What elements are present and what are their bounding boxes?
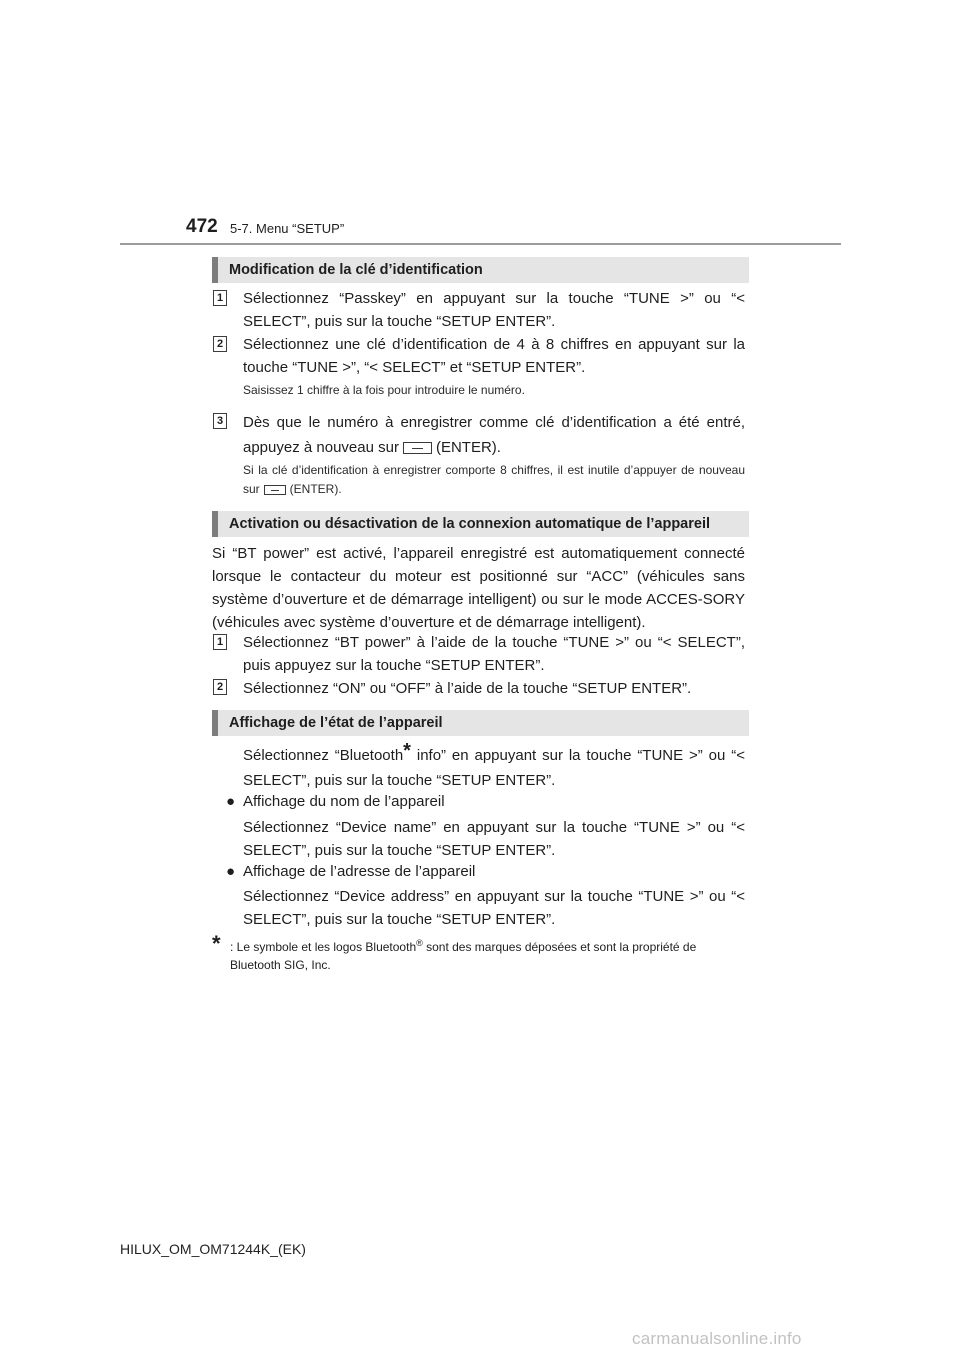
step-2-text: Sélectionnez une clé d’identification de 4 à 8 chiffres en appuyant sur la touche “TUNE >”, “< SELECT” et “SETUP ENTER”.: [243, 336, 745, 376]
footnote-text: [230, 934, 745, 974]
item-2-title: Affichage de l’adresse de l’appareil: [243, 863, 476, 880]
step-number-1: 1: [213, 290, 227, 306]
step-number-3: 3: [213, 413, 227, 429]
heading-auto-connect: Activation ou désactivation de la connexion automatique de l’appareil: [212, 511, 749, 537]
step-number-1b: 1: [213, 634, 227, 650]
footnote-text-b: sont des marques déposées et sont la propriété de Bluetooth SIG, Inc.: [230, 940, 697, 972]
footnote-star: *: [212, 931, 221, 956]
footer-code: HILUX_OM_OM71244K_(EK): [120, 1241, 306, 1257]
bullet-icon-1: ●: [226, 793, 236, 810]
auto-connect-step-1: Sélectionnez “BT power” à l’aide de la touche “TUNE >” ou “< SELECT”, puis appuyez sur la touche “SETUP ENTER”.: [243, 634, 745, 674]
page-number: 472: [186, 216, 218, 237]
enter-button-icon: [403, 442, 432, 454]
auto-connect-intro: Si “BT power” est activé, l’appareil enregistré est automatiquement connecté lorsque le contacteur du moteur est positionné sur “ACC” (véhicules sans système d’ouverture et de démarrage intelligent) ou sur le mode ACCES-SORY (véhicules avec système d’ouverture et de démarrage intelligent).: [212, 545, 745, 631]
step-number-2b: 2: [213, 679, 227, 695]
section-label: 5-7. Menu “SETUP”: [230, 221, 345, 236]
step-1-text: Sélectionnez “Passkey” en appuyant sur la touche “TUNE >” ou “< SELECT”, puis sur la touche “SETUP ENTER”.: [243, 290, 745, 330]
watermark: carmanualsonline.info: [632, 1329, 802, 1348]
item-1-text: Sélectionnez “Device name” en appuyant sur la touche “TUNE >” ou “< SELECT”, puis sur la touche “SETUP ENTER”.: [243, 819, 745, 859]
step-3-note: [243, 461, 745, 499]
registered-mark: ®: [416, 938, 423, 948]
heading-passkey: Modification de la clé d’identification: [212, 257, 749, 283]
device-status-intro-b: info” en appuyant sur la touche “TUNE >” ou “< SELECT”, puis sur la touche “SETUP ENTER”.: [243, 747, 746, 789]
step-number-2: 2: [213, 336, 227, 352]
header-rule: [120, 243, 841, 245]
bullet-icon-2: ●: [226, 863, 236, 880]
item-2-text: Sélectionnez “Device address” en appuyant sur la touche “TUNE >” ou “< SELECT”, puis sur la touche “SETUP ENTER”.: [243, 888, 745, 928]
footnote-marker: *: [403, 740, 411, 762]
device-status-intro-a: Sélectionnez “Bluetooth: [243, 747, 404, 764]
step-3-text-a: Dès que le numéro à enregistrer comme clé d’identification a été entré, appuyez à nouveau sur: [243, 414, 745, 456]
step-3-note-a: Si la clé d’identification à enregistrer comporte 8 chiffres, il est inutile d’appuyer de nouveau sur: [243, 463, 745, 496]
enter-button-icon-small: [264, 485, 286, 495]
device-status-intro: [243, 740, 746, 793]
step-3-text: [243, 410, 745, 460]
step-2-note: Saisissez 1 chiffre à la fois pour introduire le numéro.: [243, 383, 525, 397]
heading-device-status: Affichage de l’état de l’appareil: [212, 710, 749, 736]
step-3-text-b: (ENTER).: [435, 439, 501, 456]
footnote-text-a: : Le symbole et les logos Bluetooth: [230, 940, 417, 954]
step-3-note-b: (ENTER).: [289, 482, 342, 496]
auto-connect-step-2: Sélectionnez “ON” ou “OFF” à l’aide de la touche “SETUP ENTER”.: [243, 680, 692, 697]
item-1-title: Affichage du nom de l’appareil: [243, 793, 445, 810]
